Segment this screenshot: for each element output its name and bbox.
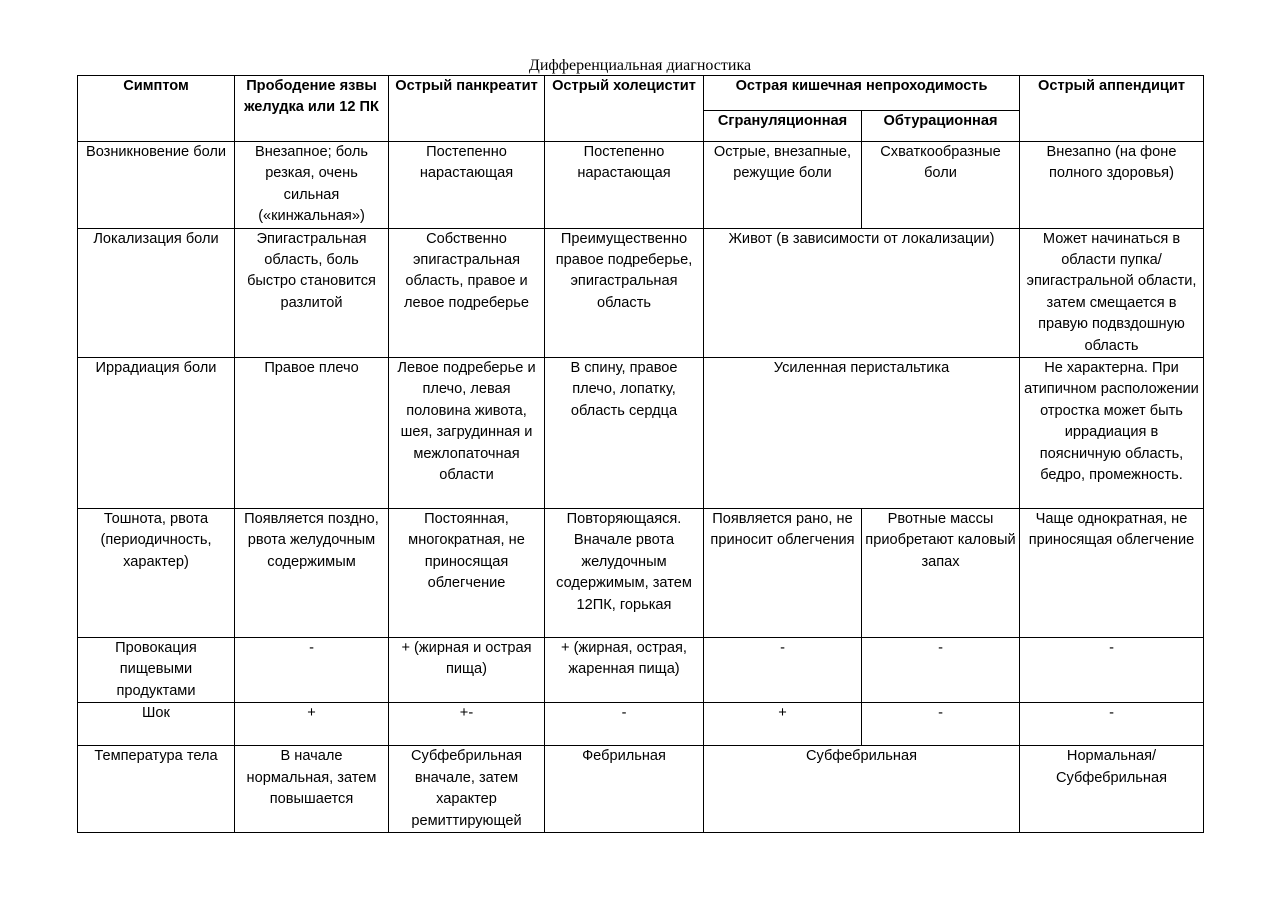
- cell-cholecystitis: -: [545, 703, 704, 746]
- cell-ulcer: Правое плечо: [235, 358, 389, 509]
- cell-appendicitis: Внезапно (на фоне полного здоровья): [1020, 142, 1204, 229]
- header-row: [78, 76, 1204, 111]
- cell-cholecystitis: Повторяющаяся. Вначале рвота желудочным содержимым, затем 12ПК, горькая: [545, 509, 704, 638]
- symptom-cell: Локализация боли: [78, 228, 235, 357]
- table-row: [78, 703, 1204, 746]
- header-obstruction: Острая кишечная непроходимость: [704, 76, 1020, 111]
- cell-pancreatitis: Постепенно нарастающая: [389, 142, 545, 229]
- symptom-cell: Температура тела: [78, 746, 235, 833]
- cell-obstruction: Субфебрильная: [704, 746, 1020, 833]
- cell-pancreatitis: Субфебрильная вначале, затем характер ремиттирующей: [389, 746, 545, 833]
- symptom-cell: Возникновение боли: [78, 142, 235, 229]
- cell-obturation: -: [862, 703, 1020, 746]
- table-row: [78, 746, 1204, 833]
- cell-strangulation: Острые, внезапные, режущие боли: [704, 142, 862, 229]
- header-strangulation: Сгрануляционная: [704, 111, 862, 142]
- cell-appendicitis: -: [1020, 638, 1204, 703]
- cell-strangulation: -: [704, 638, 862, 703]
- symptom-cell: Иррадиация боли: [78, 358, 235, 509]
- header-ulcer: Прободение язвы желудка или 12 ПК: [235, 76, 389, 142]
- cell-cholecystitis: + (жирная, острая, жаренная пища): [545, 638, 704, 703]
- table-row: [78, 142, 1204, 229]
- cell-cholecystitis: Постепенно нарастающая: [545, 142, 704, 229]
- cell-pancreatitis: Собственно эпигастральная область, правое и левое подреберье: [389, 228, 545, 357]
- symptom-cell: Провокация пищевыми продуктами: [78, 638, 235, 703]
- header-cholecystitis: Острый холецистит: [545, 76, 704, 142]
- cell-pancreatitis: Левое подреберье и плечо, левая половина живота, шея, загрудинная и межлопаточная области: [389, 358, 545, 509]
- cell-strangulation: Появляется рано, не приносит облегчения: [704, 509, 862, 638]
- cell-obturation: -: [862, 638, 1020, 703]
- symptom-cell: Шок: [78, 703, 235, 746]
- cell-obturation: Рвотные массы приобретают каловый запах: [862, 509, 1020, 638]
- cell-obstruction: Живот (в зависимости от локализации): [704, 228, 1020, 357]
- page-title: Дифференциальная диагностика: [528, 57, 752, 74]
- table-row: [78, 228, 1204, 357]
- cell-obstruction: Усиленная перистальтика: [704, 358, 1020, 509]
- cell-cholecystitis: В спину, правое плечо, лопатку, область сердца: [545, 358, 704, 509]
- cell-cholecystitis: Фебрильная: [545, 746, 704, 833]
- cell-ulcer: +: [235, 703, 389, 746]
- cell-pancreatitis: + (жирная и острая пища): [389, 638, 545, 703]
- cell-ulcer: В начале нормальная, затем повышается: [235, 746, 389, 833]
- cell-ulcer: -: [235, 638, 389, 703]
- cell-ulcer: Появляется поздно, рвота желудочным содержимым: [235, 509, 389, 638]
- cell-obturation: Схваткообразные боли: [862, 142, 1020, 229]
- cell-pancreatitis: +-: [389, 703, 545, 746]
- header-obturation: Обтурационная: [862, 111, 1020, 142]
- header-appendicitis: Острый аппендицит: [1020, 76, 1204, 142]
- table-row: [78, 638, 1204, 703]
- cell-ulcer: Внезапное; боль резкая, очень сильная («кинжальная»): [235, 142, 389, 229]
- symptom-cell: Тошнота, рвота (периодичность, характер): [78, 509, 235, 638]
- cell-pancreatitis: Постоянная, многократная, не приносящая облегчение: [389, 509, 545, 638]
- cell-appendicitis: Нормальная/ Субфебрильная: [1020, 746, 1204, 833]
- cell-appendicitis: -: [1020, 703, 1204, 746]
- cell-appendicitis: Может начинаться в области пупка/эпигастральной области, затем смещается в правую подвздошную область: [1020, 228, 1204, 357]
- table-row: [78, 358, 1204, 509]
- table-row: [78, 509, 1204, 638]
- cell-ulcer: Эпигастральная область, боль быстро становится разлитой: [235, 228, 389, 357]
- diagnosis-table: [77, 75, 1204, 833]
- cell-appendicitis: Не характерна. При атипичном расположении отростка может быть иррадиация в поясничную область, бедро, промежность.: [1020, 358, 1204, 509]
- cell-cholecystitis: Преимущественно правое подреберье, эпигастральная область: [545, 228, 704, 357]
- header-pancreatitis: Острый панкреатит: [389, 76, 545, 142]
- header-symptom: Симптом: [78, 76, 235, 142]
- cell-strangulation: +: [704, 703, 862, 746]
- cell-appendicitis: Чаще однократная, не приносящая облегчение: [1020, 509, 1204, 638]
